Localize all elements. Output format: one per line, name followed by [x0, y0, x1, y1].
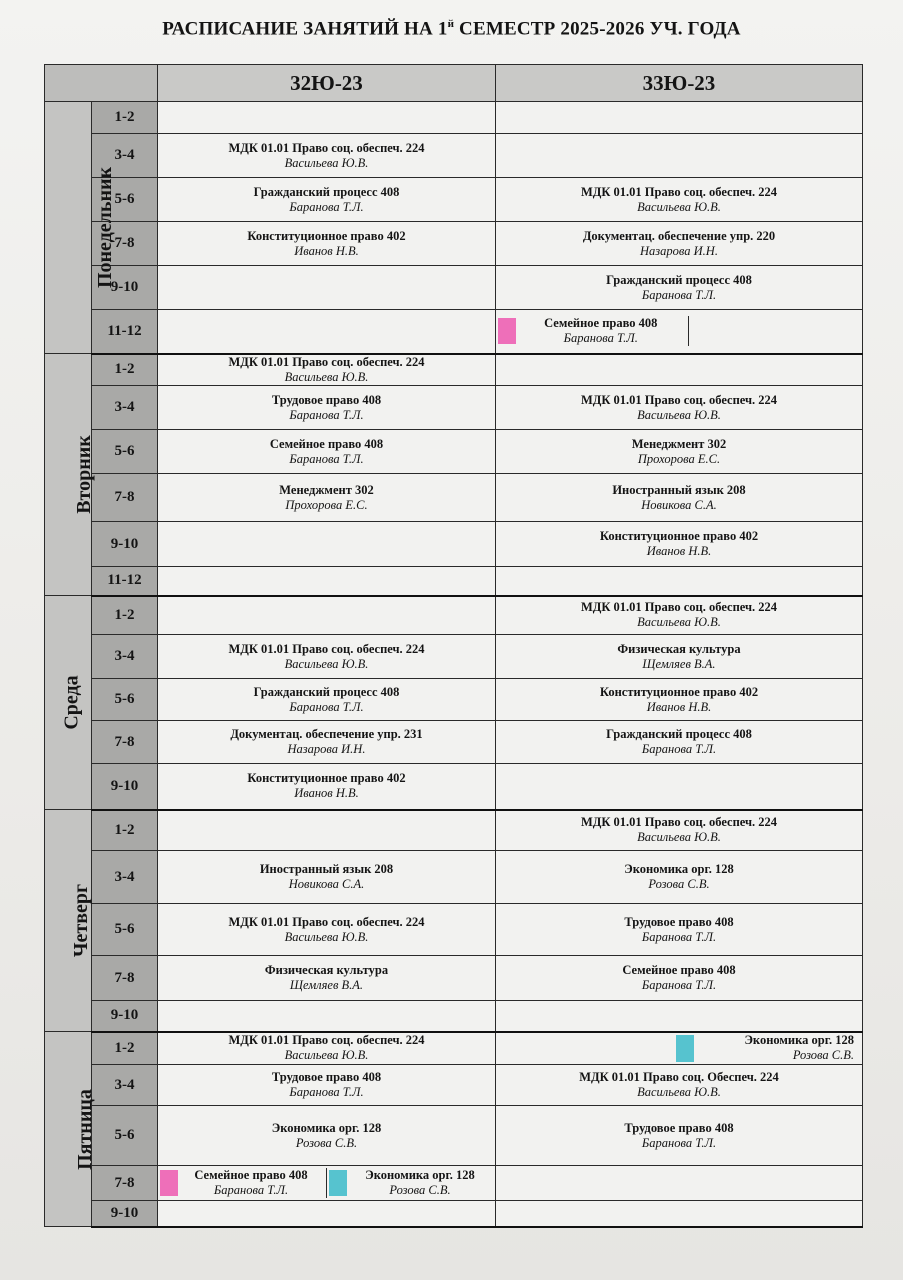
schedule-row — [45, 222, 863, 266]
subject-text: Конституционное право 402 — [247, 228, 406, 243]
split-left — [496, 316, 689, 346]
schedule-row — [45, 764, 863, 810]
cell-group-2 — [496, 904, 863, 956]
pair-number: 1-2 — [92, 810, 158, 851]
subject-text: Физическая культура — [264, 963, 389, 977]
pair-number: 9-10 — [92, 522, 158, 567]
cell-group-2 — [496, 1166, 863, 1201]
subject-text: МДК 01.01 Право соц. обеспеч. 224 — [228, 641, 425, 656]
pair-number: 3-4 — [92, 635, 158, 679]
cell-group-1 — [158, 956, 496, 1001]
day-label — [45, 102, 117, 354]
pair-number: 5-6 — [92, 430, 158, 474]
teacher-text: Васильева Ю.В. — [637, 407, 721, 422]
schedule-row — [45, 635, 863, 679]
teacher-text: Васильева Ю.В. — [284, 369, 369, 384]
cell-group-1 — [158, 1001, 496, 1032]
subject-text: МДК 01.01 Право соц. обеспеч. 224 — [228, 1033, 425, 1048]
cell-group-2 — [496, 764, 863, 810]
cell-group-1 — [158, 567, 496, 596]
subject-text: Конституционное право 402 — [599, 529, 759, 543]
schedule-row — [45, 522, 863, 567]
schedule-row — [45, 178, 863, 222]
cell-group-2 — [496, 430, 863, 474]
title-superscript: й — [447, 18, 455, 30]
cell-group-1 — [158, 1032, 496, 1065]
cell-group-2 — [496, 310, 863, 354]
pair-number: 7-8 — [92, 956, 158, 1001]
subject-text: МДК 01.01 Право соц. обеспеч. 224 — [228, 140, 425, 155]
schedule-row — [45, 430, 863, 474]
cell-group-2 — [496, 596, 863, 635]
schedule-row — [45, 134, 863, 178]
pair-number: 1-2 — [92, 596, 158, 635]
teacher-text: Баранова Т.Л. — [641, 978, 717, 992]
pair-number: 3-4 — [92, 851, 158, 904]
group-header-2: 33Ю-23 — [496, 65, 863, 102]
cell-group-2 — [496, 522, 863, 567]
subject-text: Экономика орг. 128 — [365, 1168, 475, 1182]
teacher-text: Баранова Т.Л. — [289, 407, 364, 422]
cell-group-2 — [496, 178, 863, 222]
cell-group-2 — [496, 134, 863, 178]
pair-number: 5-6 — [92, 1106, 158, 1166]
page-title — [0, 18, 903, 40]
cell-group-1 — [158, 1201, 496, 1227]
teacher-text: Васильева Ю.В. — [284, 1048, 369, 1063]
title-main: РАСПИСАНИЕ ЗАНЯТИЙ НА 1 — [162, 18, 448, 40]
subject-text: Экономика орг. 128 — [624, 862, 734, 876]
teacher-text: Прохорова Е.С. — [285, 497, 368, 512]
teacher-text: Баранова Т.Л. — [641, 742, 717, 756]
pair-number: 1-2 — [92, 102, 158, 134]
subject-text: Менеджмент 302 — [631, 436, 727, 451]
teacher-text: Баранова Т.Л. — [641, 1135, 717, 1150]
teacher-text: Баранова Т.Л. — [213, 1183, 289, 1197]
teacher-text: Васильева Ю.В. — [284, 656, 369, 671]
teacher-text: Иванов Н.В. — [294, 786, 359, 801]
cell-group-2 — [496, 1001, 863, 1032]
pair-number: 7-8 — [92, 1166, 158, 1201]
cell-group-1 — [158, 596, 496, 635]
teacher-text: Назарова И.Н. — [640, 243, 718, 258]
schedule-row — [45, 904, 863, 956]
teacher-text: Розова С.В. — [648, 877, 710, 891]
cell-group-1 — [158, 266, 496, 310]
teacher-text: Розова С.В. — [792, 1048, 854, 1063]
cell-group-2 — [496, 851, 863, 904]
subject-text: Документац. обеспечение упр. 231 — [230, 727, 423, 741]
pair-number: 5-6 — [92, 679, 158, 721]
schedule-row — [45, 1032, 863, 1065]
schedule-row — [45, 721, 863, 764]
cell-group-1 — [158, 1166, 496, 1201]
pair-number: 7-8 — [92, 222, 158, 266]
subject-text: Семейное право 408 — [622, 963, 736, 977]
split-left — [158, 1168, 327, 1198]
teacher-text: Баранова Т.Л. — [641, 287, 717, 302]
subject-text: Трудовое право 408 — [624, 1120, 734, 1135]
schedule-row — [45, 474, 863, 522]
pair-number: 7-8 — [92, 721, 158, 764]
teacher-text: Васильева Ю.В. — [637, 615, 721, 630]
cell-group-2 — [496, 721, 863, 764]
schedule-row — [45, 1166, 863, 1201]
cyan-highlight-marker — [329, 1170, 347, 1196]
cell-group-1 — [158, 721, 496, 764]
schedule-row — [45, 596, 863, 635]
cell-group-1 — [158, 178, 496, 222]
pink-highlight-marker — [498, 318, 516, 344]
teacher-text: Баранова Т.Л. — [563, 331, 638, 346]
subject-text: Экономика орг. 128 — [744, 1033, 854, 1048]
teacher-text: Васильева Ю.В. — [284, 155, 369, 170]
cell-group-2 — [496, 386, 863, 430]
cell-group-2 — [496, 354, 863, 386]
cell-group-1 — [158, 764, 496, 810]
day-name: Понедельник — [94, 166, 117, 289]
cell-group-1 — [158, 679, 496, 721]
pair-number: 1-2 — [92, 354, 158, 386]
schedule-row — [45, 810, 863, 851]
schedule-row — [45, 1001, 863, 1032]
teacher-text: Баранова Т.Л. — [289, 699, 364, 714]
header-corner — [45, 65, 158, 102]
teacher-text: Иванов Н.В. — [646, 699, 712, 714]
split-right — [327, 1168, 495, 1198]
pair-number: 5-6 — [92, 178, 158, 222]
schedule-row — [45, 1106, 863, 1166]
day-name: Четверг — [70, 883, 93, 958]
schedule-row — [45, 851, 863, 904]
pair-number: 3-4 — [92, 134, 158, 178]
schedule-row — [45, 679, 863, 721]
cell-group-1 — [158, 354, 496, 386]
teacher-text: Васильева Ю.В. — [284, 929, 369, 944]
teacher-text: Баранова Т.Л. — [289, 451, 364, 466]
cell-group-1 — [158, 222, 496, 266]
pair-number: 9-10 — [92, 1001, 158, 1032]
day-label — [45, 596, 92, 810]
subject-text: Гражданский процесс 408 — [253, 184, 400, 199]
teacher-text: Прохорова Е.С. — [637, 451, 721, 466]
pair-number: 3-4 — [92, 1065, 158, 1106]
cell-group-1 — [158, 1065, 496, 1106]
cell-group-1 — [158, 904, 496, 956]
teacher-text: Розова С.В. — [295, 1135, 358, 1150]
schedule-row — [45, 1201, 863, 1227]
schedule-table — [44, 64, 863, 1228]
pink-highlight-marker — [160, 1170, 178, 1196]
teacher-text: Баранова Т.Л. — [289, 199, 364, 214]
teacher-text: Новикова С.А. — [288, 877, 365, 891]
cell-group-2 — [496, 567, 863, 596]
cell-group-1 — [158, 810, 496, 851]
cell-group-1 — [158, 310, 496, 354]
pair-number: 5-6 — [92, 904, 158, 956]
cell-group-1 — [158, 851, 496, 904]
cell-group-1 — [158, 474, 496, 522]
cell-group-1 — [158, 635, 496, 679]
teacher-text: Щемляев В.А. — [289, 978, 364, 992]
pair-number: 3-4 — [92, 386, 158, 430]
teacher-text: Назарова И.Н. — [287, 742, 366, 756]
cell-group-2 — [496, 1065, 863, 1106]
teacher-text: Баранова Т.Л. — [289, 1085, 364, 1099]
subject-text: МДК 01.01 Право соц. Обеспеч. 224 — [579, 1070, 779, 1084]
cell-group-2 — [496, 1201, 863, 1227]
subject-text: Физическая культура — [617, 641, 741, 656]
subject-text: Трудовое право 408 — [271, 1070, 382, 1084]
subject-text: МДК 01.01 Право соц. обеспеч. 224 — [580, 815, 778, 830]
header-row — [45, 65, 863, 102]
cyan-highlight-marker — [676, 1035, 694, 1063]
subject-text: Трудовое право 408 — [271, 392, 382, 407]
pair-number: 11-12 — [92, 310, 158, 354]
cell-group-2 — [496, 810, 863, 851]
teacher-text: Васильева Ю.В. — [637, 1085, 721, 1099]
subject-text: Семейное право 408 — [194, 1168, 308, 1182]
teacher-text: Васильева Ю.В. — [637, 830, 721, 845]
cell-group-2 — [496, 635, 863, 679]
schedule-row — [45, 354, 863, 386]
cell-group-1 — [158, 134, 496, 178]
teacher-text: Щемляев В.А. — [642, 656, 716, 671]
subject-text: Менеджмент 302 — [279, 482, 374, 497]
subject-text: МДК 01.01 Право соц. обеспеч. 224 — [228, 354, 425, 369]
cell-group-2 — [496, 679, 863, 721]
cell-group-1 — [158, 430, 496, 474]
day-name: Среда — [60, 675, 83, 730]
cell-group-1 — [158, 522, 496, 567]
subject-text: МДК 01.01 Право соц. обеспеч. 224 — [580, 392, 778, 407]
teacher-text: Новикова С.А. — [641, 497, 717, 512]
schedule-row — [45, 266, 863, 310]
subject-text: Гражданский процесс 408 — [606, 727, 752, 741]
cell-group-2 — [496, 474, 863, 522]
pair-number: 11-12 — [92, 567, 158, 596]
cell-group-1 — [158, 102, 496, 134]
subject-text: МДК 01.01 Право соц. обеспеч. 224 — [580, 600, 778, 615]
day-name: Пятница — [73, 1088, 96, 1170]
group-header-1: 32Ю-23 — [158, 65, 496, 102]
subject-text: МДК 01.01 Право соц. обеспеч. 224 — [580, 184, 778, 199]
subject-text: Иностранный язык 208 — [259, 862, 394, 876]
split-cell — [158, 1168, 495, 1198]
schedule-row — [45, 102, 863, 134]
split-cell — [496, 316, 862, 346]
subject-text: Трудовое право 408 — [624, 914, 734, 929]
schedule-row — [45, 386, 863, 430]
pair-number: 7-8 — [92, 474, 158, 522]
cell-group-2 — [496, 222, 863, 266]
schedule-row — [45, 1065, 863, 1106]
teacher-text: Иванов Н.В. — [294, 243, 359, 258]
cell-group-2 — [496, 266, 863, 310]
cell-group-2 — [496, 102, 863, 134]
subject-text: Гражданский процесс 408 — [253, 684, 400, 699]
subject-text: Семейное право 408 — [544, 316, 658, 331]
subject-text: Документац. обеспечение упр. 220 — [582, 228, 776, 243]
teacher-text: Иванов Н.В. — [646, 544, 712, 558]
teacher-text: Баранова Т.Л. — [641, 929, 717, 944]
teacher-text: Васильева Ю.В. — [637, 199, 721, 214]
schedule-row — [45, 567, 863, 596]
day-label — [45, 1032, 96, 1227]
cell-group-2 — [496, 956, 863, 1001]
pair-number: 9-10 — [92, 266, 158, 310]
schedule-row — [45, 956, 863, 1001]
day-label — [45, 354, 95, 596]
subject-text: Гражданский процесс 408 — [606, 272, 752, 287]
cell-group-1 — [158, 386, 496, 430]
cell-group-2 — [496, 1032, 863, 1065]
day-name: Вторник — [72, 435, 95, 514]
subject-text: Конституционное право 402 — [599, 684, 759, 699]
subject-text: Конституционное право 402 — [247, 771, 406, 786]
split-right — [689, 316, 863, 346]
pair-number: 1-2 — [92, 1032, 158, 1065]
cell-group-2 — [496, 1106, 863, 1166]
pair-number: 9-10 — [92, 1201, 158, 1227]
pair-number: 9-10 — [92, 764, 158, 810]
subject-text: Семейное право 408 — [269, 436, 384, 451]
teacher-text: Розова С.В. — [389, 1183, 451, 1197]
cell-group-1 — [158, 1106, 496, 1166]
subject-text: Иностранный язык 208 — [612, 482, 746, 497]
title-rest: СЕМЕСТР 2025-2026 УЧ. ГОДА — [454, 18, 741, 40]
schedule-row — [45, 310, 863, 354]
subject-text: МДК 01.01 Право соц. обеспеч. 224 — [228, 914, 425, 929]
subject-text: Экономика орг. 128 — [271, 1120, 382, 1135]
day-label — [45, 810, 92, 1032]
